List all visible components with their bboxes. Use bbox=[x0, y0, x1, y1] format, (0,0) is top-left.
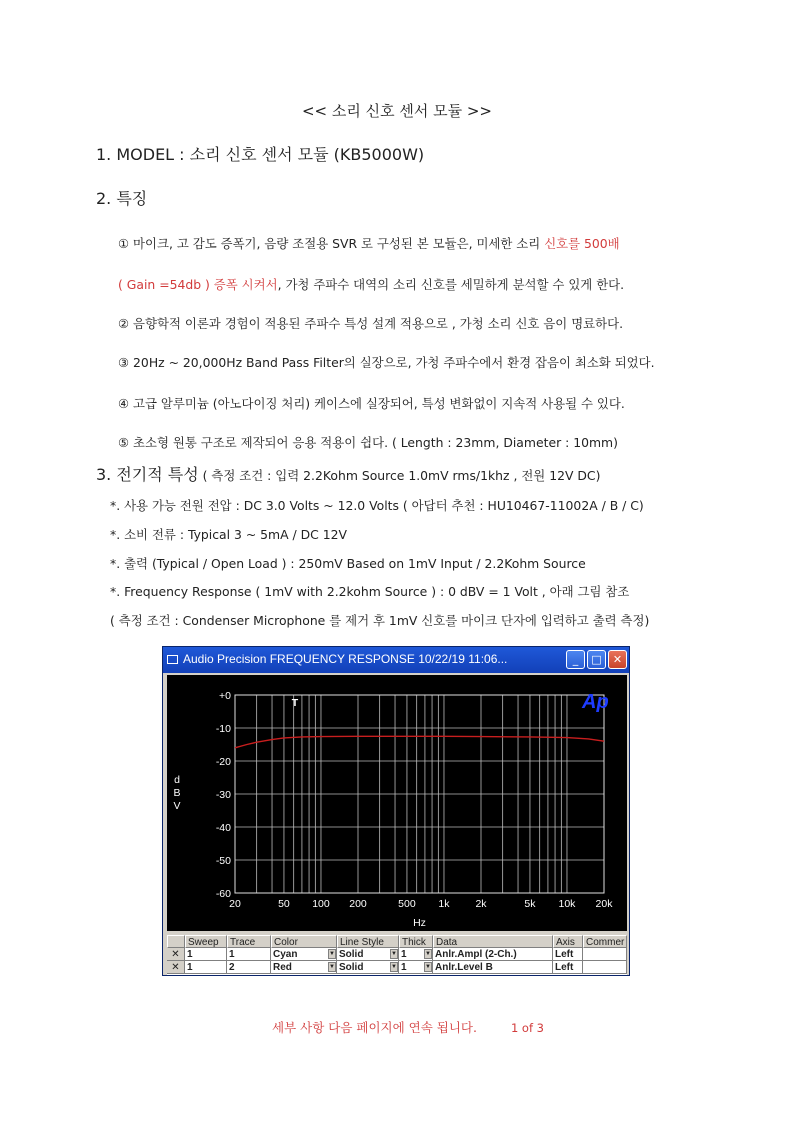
section-model: 1. MODEL : 소리 신호 센서 모듈 (KB5000W) bbox=[96, 145, 425, 164]
minimize-button[interactable]: _ bbox=[566, 650, 585, 669]
row-sweep: 1 bbox=[185, 961, 227, 974]
header-trace[interactable]: Trace bbox=[227, 935, 271, 948]
x-tick-label: 50 bbox=[278, 898, 290, 910]
feature-1-text-2: , 가청 주파수 대역의 소리 신호를 세밀하게 분석할 수 있게 한다. bbox=[277, 277, 625, 292]
feature-1-highlight: 신호를 500배 bbox=[544, 236, 620, 251]
row-line-style[interactable]: Solid bbox=[337, 961, 399, 974]
y-tick-label: -10 bbox=[215, 723, 231, 735]
header-check-column bbox=[167, 935, 185, 948]
window-icon bbox=[167, 655, 178, 664]
page-number: 1 of 3 bbox=[510, 1021, 544, 1035]
frequency-response-chart bbox=[167, 675, 627, 931]
frequency-response-plot bbox=[167, 675, 627, 931]
trace-table-header bbox=[167, 935, 627, 948]
window-title: Audio Precision FREQUENCY RESPONSE 10/22/19 11:06... bbox=[183, 652, 508, 666]
x-tick-label: 2k bbox=[475, 898, 487, 910]
feature-3: ③ 20Hz ~ 20,000Hz Band Pass Filter의 실장으로, 가청 주파수에서 환경 잡음이 최소화 되었다. bbox=[118, 355, 655, 370]
y-axis-label-char: V bbox=[173, 800, 181, 812]
audio-precision-window bbox=[162, 646, 630, 976]
x-tick-label: 20k bbox=[595, 898, 613, 910]
row-comment[interactable] bbox=[583, 948, 627, 961]
header-color[interactable]: Color bbox=[271, 935, 337, 948]
spec-current: *. 소비 전류 : Typical 3 ~ 5mA / DC 12V bbox=[110, 527, 348, 542]
row-axis[interactable]: Left bbox=[553, 948, 583, 961]
header-sweep[interactable]: Sweep bbox=[185, 935, 227, 948]
window-titlebar bbox=[163, 647, 629, 673]
spec-voltage: *. 사용 가능 전원 전압 : DC 3.0 Volts ~ 12.0 Volts ( 아답터 추천 : HU10467-11002A / B / C) bbox=[110, 498, 644, 513]
y-tick-label: -60 bbox=[215, 888, 231, 900]
header-data[interactable]: Data bbox=[433, 935, 553, 948]
feature-1-line-2 bbox=[118, 275, 624, 293]
header-line-style[interactable]: Line Style bbox=[337, 935, 399, 948]
x-tick-label: 5k bbox=[524, 898, 536, 910]
y-tick-label: -40 bbox=[215, 822, 231, 834]
feature-4: ④ 고급 알루미늄 (아노다이징 처리) 케이스에 실장되어, 특성 변화없이 지속적 사용될 수 있다. bbox=[118, 396, 625, 411]
y-tick-label: -30 bbox=[215, 789, 231, 801]
row-comment[interactable] bbox=[583, 961, 627, 974]
row-color[interactable]: Red bbox=[271, 961, 337, 974]
x-axis-label: Hz bbox=[413, 917, 426, 929]
row-axis[interactable]: Left bbox=[553, 961, 583, 974]
row-thick[interactable]: 1 bbox=[399, 961, 433, 974]
chevron-down-icon[interactable]: ▼ bbox=[329, 964, 335, 970]
row-data[interactable]: Anlr.Level B bbox=[433, 961, 553, 974]
row-checkbox[interactable]: ✕ bbox=[167, 961, 185, 974]
row-thick[interactable]: 1 bbox=[399, 948, 433, 961]
row-trace: 2 bbox=[227, 961, 271, 974]
spec-output: *. 출력 (Typical / Open Load ) : 250mV Based on 1mV Input / 2.2Kohm Source bbox=[110, 556, 586, 571]
trace-table bbox=[167, 935, 627, 976]
chevron-down-icon[interactable]: ▼ bbox=[391, 964, 397, 970]
y-tick-label: +0 bbox=[219, 690, 231, 702]
feature-2: ② 음향학적 이론과 경험이 적용된 주파수 특성 설계 적용으로 , 가청 소리 신호 음이 명료하다. bbox=[118, 316, 624, 331]
footer-text: 세부 사항 다음 페이지에 연속 됩니다. bbox=[272, 1020, 477, 1035]
row-line-style[interactable]: Solid bbox=[337, 948, 399, 961]
y-tick-label: -20 bbox=[215, 756, 231, 768]
row-checkbox[interactable]: ✕ bbox=[167, 948, 185, 961]
table-row[interactable] bbox=[167, 948, 627, 961]
chevron-down-icon[interactable]: ▼ bbox=[391, 951, 397, 957]
x-tick-label: 100 bbox=[312, 898, 330, 910]
cursor-marker: T bbox=[291, 697, 299, 709]
y-axis-label-char: B bbox=[173, 787, 181, 799]
document-title: << 소리 신호 센서 모듈 >> bbox=[301, 102, 493, 120]
chevron-down-icon[interactable]: ▼ bbox=[329, 951, 335, 957]
row-trace: 1 bbox=[227, 948, 271, 961]
header-thick[interactable]: Thick bbox=[399, 935, 433, 948]
row-data[interactable]: Anlr.Ampl (2-Ch.) bbox=[433, 948, 553, 961]
header-axis[interactable]: Axis bbox=[553, 935, 583, 948]
maximize-button[interactable]: □ bbox=[587, 650, 606, 669]
section-electrical-condition: ( 측정 조건 : 입력 2.2Kohm Source 1.0mV rms/1khz , 전원 12V DC) bbox=[198, 468, 601, 483]
header-comment[interactable]: Commer bbox=[583, 935, 627, 948]
feature-1-text: ① 마이크, 고 감도 증폭기, 음량 조절용 SVR 로 구성된 본 모듈은, 미세한 소리 bbox=[118, 236, 545, 251]
measurement-note: ( 측정 조건 : Condenser Microphone 를 제거 후 1mV 신호를 마이크 단자에 입력하고 출력 측정) bbox=[110, 613, 650, 628]
close-button[interactable]: ✕ bbox=[608, 650, 627, 669]
x-tick-label: 10k bbox=[558, 898, 576, 910]
y-axis-label-char: d bbox=[174, 774, 180, 786]
table-row[interactable] bbox=[167, 961, 627, 974]
feature-5: ⑤ 초소형 원통 구조로 제작되어 응용 적용이 쉽다. ( Length : 23mm, Diameter : 10mm) bbox=[118, 435, 618, 450]
series-line-level-b bbox=[235, 736, 604, 748]
section-electrical bbox=[96, 462, 600, 485]
feature-1-line-1 bbox=[118, 234, 620, 252]
section-electrical-heading: 3. 전기적 특성 bbox=[96, 465, 199, 484]
chevron-down-icon[interactable]: ▼ bbox=[425, 951, 431, 957]
chevron-down-icon[interactable]: ▼ bbox=[425, 964, 431, 970]
section-features-heading: 2. 특징 bbox=[96, 189, 148, 208]
x-tick-label: 20 bbox=[229, 898, 241, 910]
x-tick-label: 1k bbox=[438, 898, 450, 910]
feature-1-gain-highlight: ( Gain =54db ) 증폭 시켜서 bbox=[118, 277, 278, 292]
footer-continued bbox=[272, 1018, 544, 1036]
row-sweep: 1 bbox=[185, 948, 227, 961]
x-tick-label: 200 bbox=[349, 898, 367, 910]
spec-frequency-response: *. Frequency Response ( 1mV with 2.2kohm Source ) : 0 dBV = 1 Volt , 아래 그림 참조 bbox=[110, 584, 630, 599]
ap-logo: Ap bbox=[582, 691, 609, 713]
row-color[interactable]: Cyan bbox=[271, 948, 337, 961]
y-tick-label: -50 bbox=[215, 855, 231, 867]
x-tick-label: 500 bbox=[398, 898, 416, 910]
